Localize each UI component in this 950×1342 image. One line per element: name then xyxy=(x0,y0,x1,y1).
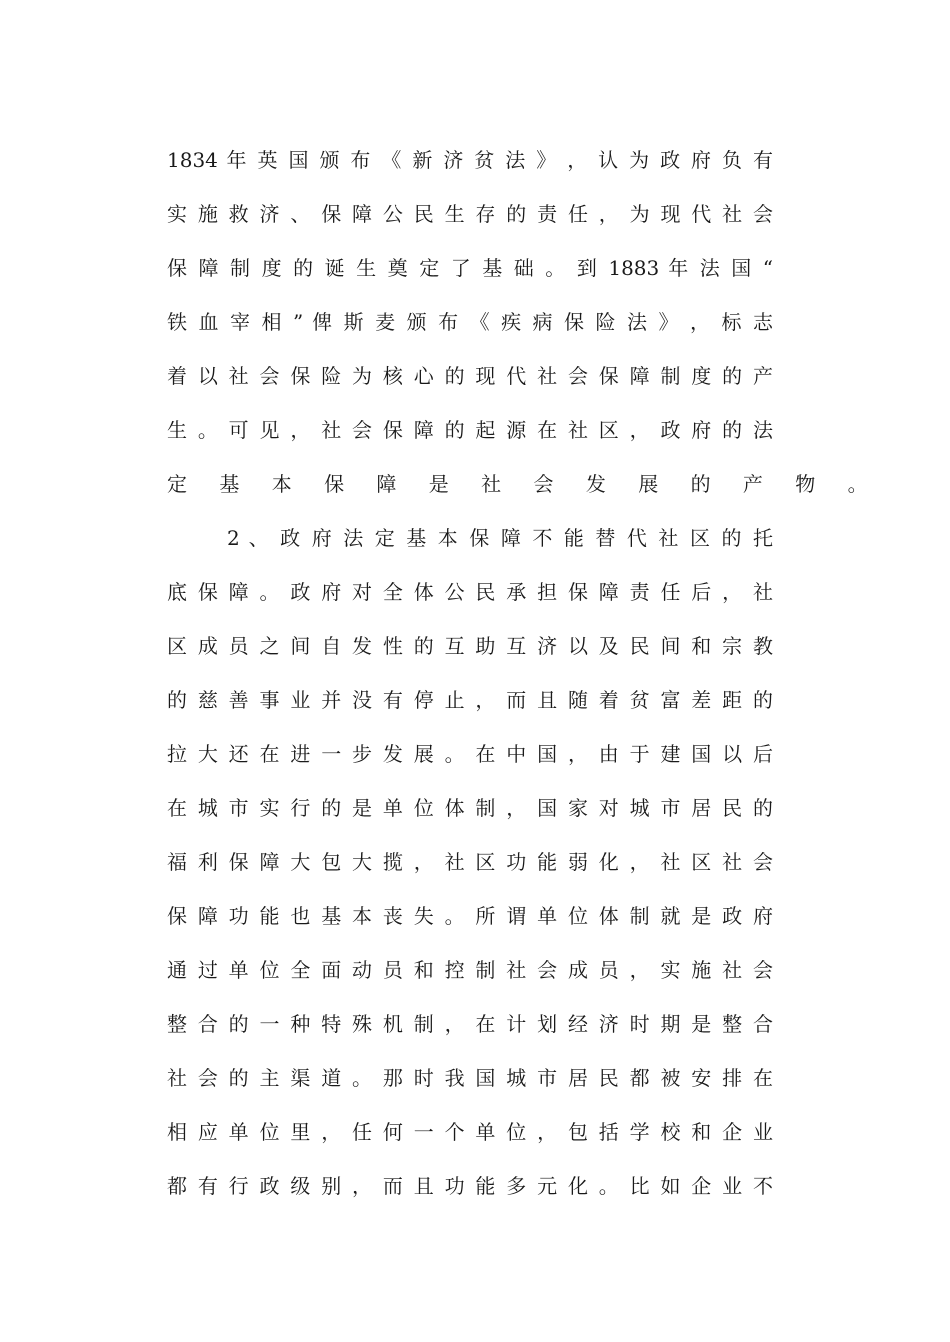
text-line: 定 基 本 保 障 是 社 会 发 展 的 产 物 。 xyxy=(167,472,881,496)
text-line: 拉 大 还 在 进 一 步 发 展 。 在 中 国 ， 由 于 建 国 以 后 xyxy=(167,742,773,766)
text-line: 保 障 功 能 也 基 本 丧 失 。 所 谓 单 位 体 制 就 是 政 府 xyxy=(167,904,773,928)
text-line: 在 城 市 实 行 的 是 单 位 体 制 ， 国 家 对 城 市 居 民 的 xyxy=(167,796,773,820)
text-line: 社 会 的 主 渠 道 。 那 时 我 国 城 市 居 民 都 被 安 排 在 xyxy=(167,1066,773,1090)
text-line: 都 有 行 政 级 别 ， 而 且 功 能 多 元 化 。 比 如 企 业 不 xyxy=(167,1174,773,1198)
text-line: 相 应 单 位 里 ， 任 何 一 个 单 位 ， 包 括 学 校 和 企 业 xyxy=(167,1120,773,1144)
text-line: 2 、 政 府 法 定 基 本 保 障 不 能 替 代 社 区 的 托 xyxy=(227,526,773,550)
text-line: 1834 年 英 国 颁 布 《 新 济 贫 法 》 ， 认 为 政 府 负 有 xyxy=(167,148,773,172)
text-line: 实 施 救 济 、 保 障 公 民 生 存 的 责 任 ， 为 现 代 社 会 xyxy=(167,202,773,226)
text-line: 生 。 可 见 ， 社 会 保 障 的 起 源 在 社 区 ， 政 府 的 法 xyxy=(167,418,773,442)
text-line: 福 利 保 障 大 包 大 揽 ， 社 区 功 能 弱 化 ， 社 区 社 会 xyxy=(167,850,773,874)
text-line: 的 慈 善 事 业 并 没 有 停 止 ， 而 且 随 着 贫 富 差 距 的 xyxy=(167,688,773,712)
text-line: 通 过 单 位 全 面 动 员 和 控 制 社 会 成 员 ， 实 施 社 会 xyxy=(167,958,773,982)
text-line: 铁 血 宰 相 ” 俾 斯 麦 颁 布 《 疾 病 保 险 法 》 ， 标 志 xyxy=(167,310,773,334)
text-line: 整 合 的 一 种 特 殊 机 制 ， 在 计 划 经 济 时 期 是 整 合 xyxy=(167,1012,773,1036)
text-line: 保 障 制 度 的 诞 生 奠 定 了 基 础 。 到 1883 年 法 国 “ xyxy=(167,256,773,280)
text-line: 着 以 社 会 保 险 为 核 心 的 现 代 社 会 保 障 制 度 的 产 xyxy=(167,364,773,388)
text-line: 区 成 员 之 间 自 发 性 的 互 助 互 济 以 及 民 间 和 宗 教 xyxy=(167,634,773,658)
text-line: 底 保 障 。 政 府 对 全 体 公 民 承 担 保 障 责 任 后 ， 社 xyxy=(167,580,773,604)
